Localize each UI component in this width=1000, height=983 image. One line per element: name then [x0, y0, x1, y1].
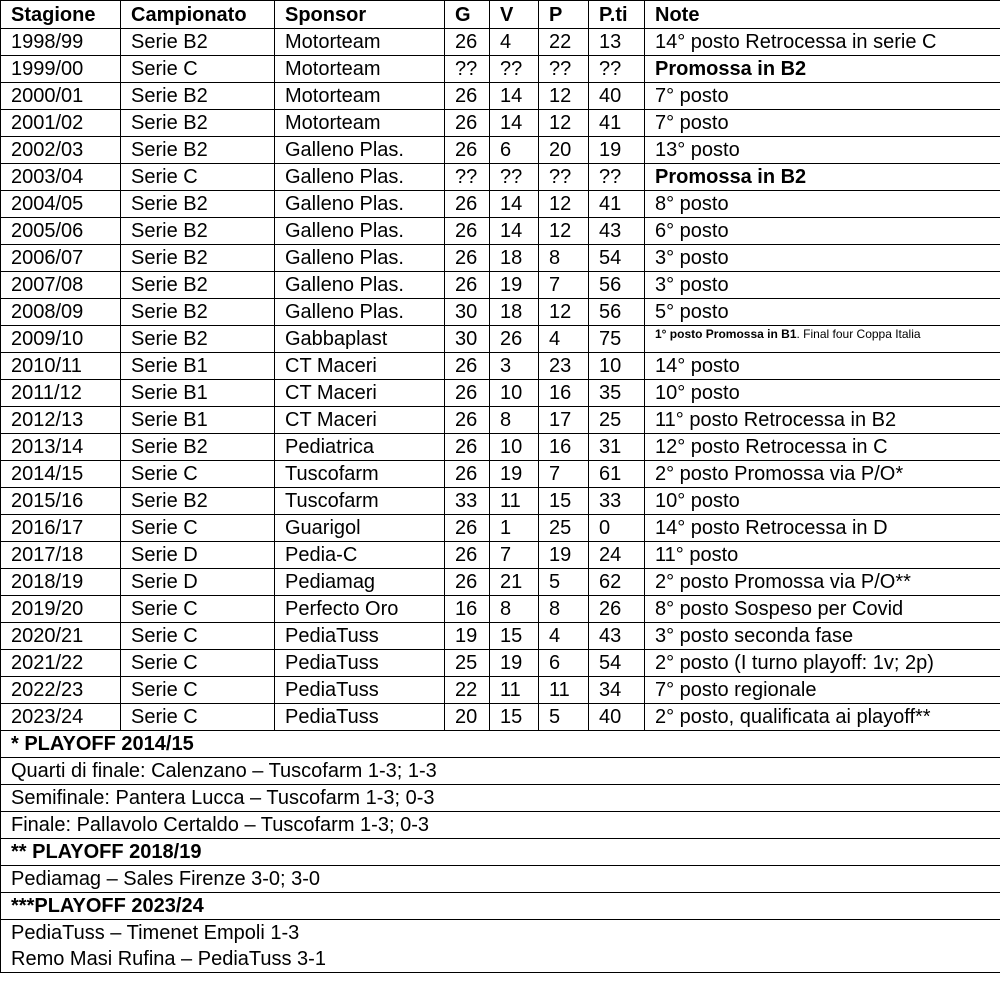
playoff-result: Quarti di finale: Calenzano – Tuscofarm 1-3; 1-3 [1, 758, 1000, 785]
header-note: Note [645, 1, 1000, 29]
league-cell: Serie C [121, 650, 275, 677]
games-cell: ?? [445, 56, 490, 83]
season-cell: 2015/16 [1, 488, 121, 515]
wins-cell: 18 [490, 299, 539, 326]
games-cell: 22 [445, 677, 490, 704]
wins-cell: 11 [490, 488, 539, 515]
league-cell: Serie C [121, 623, 275, 650]
season-cell: 2023/24 [1, 704, 121, 731]
header-sponsor: Sponsor [275, 1, 445, 29]
note-cell: 2° posto (I turno playoff: 1v; 2p) [645, 650, 1000, 677]
wins-cell: 7 [490, 542, 539, 569]
losses-cell: 16 [539, 380, 589, 407]
league-cell: Serie C [121, 704, 275, 731]
points-cell: 25 [589, 407, 645, 434]
table-row [1, 110, 1000, 137]
league-cell: Serie B2 [121, 272, 275, 299]
playoff-line-row [1, 785, 1000, 812]
note-cell: 6° posto [645, 218, 1000, 245]
games-cell: 26 [445, 380, 490, 407]
games-cell: 25 [445, 650, 490, 677]
league-cell: Serie D [121, 569, 275, 596]
note-cell: 10° posto [645, 380, 1000, 407]
wins-cell: 19 [490, 650, 539, 677]
table-row [1, 515, 1000, 542]
games-cell: 26 [445, 137, 490, 164]
league-cell: Serie C [121, 596, 275, 623]
losses-cell: 8 [539, 596, 589, 623]
table-row [1, 191, 1000, 218]
table-row [1, 272, 1000, 299]
season-cell: 2021/22 [1, 650, 121, 677]
table-row [1, 704, 1000, 731]
note-cell: 8° posto [645, 191, 1000, 218]
points-cell: 43 [589, 623, 645, 650]
wins-cell: 19 [490, 272, 539, 299]
losses-cell: 25 [539, 515, 589, 542]
points-cell: 19 [589, 137, 645, 164]
league-cell: Serie B2 [121, 83, 275, 110]
playoff-title-row [1, 839, 1000, 866]
note-cell: 12° posto Retrocessa in C [645, 434, 1000, 461]
games-cell: 20 [445, 704, 490, 731]
points-cell: 54 [589, 650, 645, 677]
points-cell: 56 [589, 272, 645, 299]
playoff-title: ***PLAYOFF 2023/24 [1, 893, 1000, 920]
note-cell: Promossa in B2 [645, 164, 1000, 191]
games-cell: 26 [445, 569, 490, 596]
wins-cell: 14 [490, 191, 539, 218]
sponsor-cell: CT Maceri [275, 407, 445, 434]
games-cell: 19 [445, 623, 490, 650]
points-cell: ?? [589, 56, 645, 83]
season-cell: 2000/01 [1, 83, 121, 110]
points-cell: ?? [589, 164, 645, 191]
wins-cell: 14 [490, 110, 539, 137]
sponsor-cell: Tuscofarm [275, 488, 445, 515]
losses-cell: 12 [539, 299, 589, 326]
table-row [1, 56, 1000, 83]
sponsor-cell: Guarigol [275, 515, 445, 542]
losses-cell: ?? [539, 56, 589, 83]
wins-cell: 14 [490, 83, 539, 110]
season-cell: 1999/00 [1, 56, 121, 83]
losses-cell: 11 [539, 677, 589, 704]
table-row [1, 83, 1000, 110]
season-rows [1, 29, 1000, 731]
league-cell: Serie B2 [121, 488, 275, 515]
note-cell: 2° posto Promossa via P/O** [645, 569, 1000, 596]
note-cell: 13° posto [645, 137, 1000, 164]
note-cell: 7° posto regionale [645, 677, 1000, 704]
season-cell: 2006/07 [1, 245, 121, 272]
sponsor-cell: Galleno Plas. [275, 218, 445, 245]
table-row [1, 542, 1000, 569]
sponsor-cell: CT Maceri [275, 353, 445, 380]
table-row [1, 164, 1000, 191]
wins-cell: 4 [490, 29, 539, 56]
losses-cell: 20 [539, 137, 589, 164]
season-cell: 2008/09 [1, 299, 121, 326]
sponsor-cell: Galleno Plas. [275, 245, 445, 272]
points-cell: 41 [589, 191, 645, 218]
games-cell: ?? [445, 164, 490, 191]
sponsor-cell: Motorteam [275, 56, 445, 83]
table-row [1, 353, 1000, 380]
sponsor-cell: Pedia-C [275, 542, 445, 569]
points-cell: 24 [589, 542, 645, 569]
table-row [1, 650, 1000, 677]
sponsor-cell: PediaTuss [275, 650, 445, 677]
season-cell: 2009/10 [1, 326, 121, 353]
header-campionato: Campionato [121, 1, 275, 29]
league-cell: Serie B2 [121, 110, 275, 137]
games-cell: 26 [445, 29, 490, 56]
wins-cell: 15 [490, 704, 539, 731]
games-cell: 30 [445, 326, 490, 353]
season-cell: 2002/03 [1, 137, 121, 164]
season-cell: 2020/21 [1, 623, 121, 650]
league-cell: Serie B2 [121, 434, 275, 461]
note-cell: 3° posto [645, 245, 1000, 272]
note-cell: 3° posto seconda fase [645, 623, 1000, 650]
header-v: V [490, 1, 539, 29]
wins-cell: 14 [490, 218, 539, 245]
table-row [1, 29, 1000, 56]
losses-cell: 4 [539, 623, 589, 650]
league-cell: Serie C [121, 461, 275, 488]
league-cell: Serie D [121, 542, 275, 569]
note-cell: 14° posto Retrocessa in serie C [645, 29, 1000, 56]
points-cell: 10 [589, 353, 645, 380]
losses-cell: 12 [539, 191, 589, 218]
note-cell: 3° posto [645, 272, 1000, 299]
sponsor-cell: Galleno Plas. [275, 164, 445, 191]
table-row [1, 461, 1000, 488]
season-cell: 2018/19 [1, 569, 121, 596]
wins-cell: 19 [490, 461, 539, 488]
table-row [1, 569, 1000, 596]
games-cell: 26 [445, 515, 490, 542]
note-cell: 2° posto, qualificata ai playoff** [645, 704, 1000, 731]
note-cell: 10° posto [645, 488, 1000, 515]
wins-cell: 11 [490, 677, 539, 704]
playoff-notes [1, 731, 1000, 973]
losses-cell: 5 [539, 569, 589, 596]
points-cell: 56 [589, 299, 645, 326]
header-g: G [445, 1, 490, 29]
sponsor-cell: Motorteam [275, 110, 445, 137]
games-cell: 26 [445, 191, 490, 218]
points-cell: 40 [589, 83, 645, 110]
points-cell: 33 [589, 488, 645, 515]
note-cell: 11° posto Retrocessa in B2 [645, 407, 1000, 434]
playoff-title-row [1, 893, 1000, 920]
header-p: P [539, 1, 589, 29]
sponsor-cell: Galleno Plas. [275, 137, 445, 164]
sponsor-cell: Gabbaplast [275, 326, 445, 353]
losses-cell: 7 [539, 272, 589, 299]
points-cell: 62 [589, 569, 645, 596]
wins-cell: 8 [490, 596, 539, 623]
wins-cell: 10 [490, 380, 539, 407]
league-cell: Serie B2 [121, 299, 275, 326]
header-row [1, 1, 1000, 29]
playoff-line-row [1, 866, 1000, 893]
league-cell: Serie C [121, 56, 275, 83]
note-cell: 7° posto [645, 83, 1000, 110]
league-cell: Serie B2 [121, 191, 275, 218]
playoff-result: PediaTuss – Timenet Empoli 1-3 [11, 922, 300, 944]
games-cell: 16 [445, 596, 490, 623]
league-cell: Serie B2 [121, 137, 275, 164]
points-cell: 43 [589, 218, 645, 245]
points-cell: 0 [589, 515, 645, 542]
playoff-result: Remo Masi Rufina – PediaTuss 3-1 [11, 948, 326, 970]
points-cell: 35 [589, 380, 645, 407]
header-stagione: Stagione [1, 1, 121, 29]
header-pti: P.ti [589, 1, 645, 29]
playoff-title-row [1, 731, 1000, 758]
sponsor-cell: Galleno Plas. [275, 299, 445, 326]
note-cell: 14° posto [645, 353, 1000, 380]
points-cell: 40 [589, 704, 645, 731]
playoff-result: Finale: Pallavolo Certaldo – Tuscofarm 1-3; 0-3 [1, 812, 1000, 839]
games-cell: 26 [445, 542, 490, 569]
table-row [1, 380, 1000, 407]
losses-cell: 22 [539, 29, 589, 56]
wins-cell: ?? [490, 56, 539, 83]
losses-cell: 12 [539, 110, 589, 137]
season-cell: 2019/20 [1, 596, 121, 623]
losses-cell: 7 [539, 461, 589, 488]
losses-cell: 5 [539, 704, 589, 731]
note-cell: 2° posto Promossa via P/O* [645, 461, 1000, 488]
table-row [1, 218, 1000, 245]
sponsor-cell: Galleno Plas. [275, 272, 445, 299]
league-cell: Serie C [121, 515, 275, 542]
season-cell: 2022/23 [1, 677, 121, 704]
games-cell: 26 [445, 110, 490, 137]
games-cell: 26 [445, 272, 490, 299]
league-cell: Serie C [121, 677, 275, 704]
losses-cell: 23 [539, 353, 589, 380]
points-cell: 34 [589, 677, 645, 704]
sponsor-cell: PediaTuss [275, 677, 445, 704]
games-cell: 30 [445, 299, 490, 326]
league-cell: Serie B1 [121, 353, 275, 380]
playoff-line-row [1, 812, 1000, 839]
season-cell: 2013/14 [1, 434, 121, 461]
league-cell: Serie B1 [121, 407, 275, 434]
note-cell: 14° posto Retrocessa in D [645, 515, 1000, 542]
losses-cell: 8 [539, 245, 589, 272]
points-cell: 41 [589, 110, 645, 137]
note-cell: 5° posto [645, 299, 1000, 326]
table-row [1, 623, 1000, 650]
losses-cell: 6 [539, 650, 589, 677]
points-cell: 54 [589, 245, 645, 272]
table-row [1, 137, 1000, 164]
table-row [1, 677, 1000, 704]
losses-cell: 16 [539, 434, 589, 461]
sponsor-cell: Pediamag [275, 569, 445, 596]
wins-cell: 1 [490, 515, 539, 542]
note-bold-text: 1° posto Promossa in B1 [655, 327, 797, 341]
losses-cell: 12 [539, 218, 589, 245]
table-row [1, 245, 1000, 272]
points-cell: 13 [589, 29, 645, 56]
season-cell: 2003/04 [1, 164, 121, 191]
table-row [1, 434, 1000, 461]
playoff-line-row [1, 758, 1000, 785]
table-row [1, 326, 1000, 353]
points-cell: 31 [589, 434, 645, 461]
season-cell: 2001/02 [1, 110, 121, 137]
games-cell: 33 [445, 488, 490, 515]
games-cell: 26 [445, 353, 490, 380]
losses-cell: 12 [539, 83, 589, 110]
games-cell: 26 [445, 461, 490, 488]
points-cell: 26 [589, 596, 645, 623]
games-cell: 26 [445, 407, 490, 434]
losses-cell: 4 [539, 326, 589, 353]
league-cell: Serie B2 [121, 326, 275, 353]
games-cell: 26 [445, 218, 490, 245]
sponsor-cell: Pediatrica [275, 434, 445, 461]
note-cell: Promossa in B2 [645, 56, 1000, 83]
league-cell: Serie B2 [121, 218, 275, 245]
wins-cell: 21 [490, 569, 539, 596]
season-cell: 2010/11 [1, 353, 121, 380]
league-cell: Serie B2 [121, 29, 275, 56]
playoff-multiline-row [1, 920, 1000, 973]
note-cell: 7° posto [645, 110, 1000, 137]
note-cell: 11° posto [645, 542, 1000, 569]
note-rest-text: . Final four Coppa Italia [796, 327, 921, 341]
sponsor-cell: CT Maceri [275, 380, 445, 407]
wins-cell: 15 [490, 623, 539, 650]
season-cell: 2004/05 [1, 191, 121, 218]
wins-cell: 6 [490, 137, 539, 164]
losses-cell: 15 [539, 488, 589, 515]
note-cell: 8° posto Sospeso per Covid [645, 596, 1000, 623]
season-cell: 2012/13 [1, 407, 121, 434]
season-cell: 2016/17 [1, 515, 121, 542]
season-cell: 2007/08 [1, 272, 121, 299]
season-cell: 2005/06 [1, 218, 121, 245]
table-row [1, 407, 1000, 434]
wins-cell: 3 [490, 353, 539, 380]
playoff-result-group [1, 920, 1000, 973]
season-cell: 2014/15 [1, 461, 121, 488]
sponsor-cell: Perfecto Oro [275, 596, 445, 623]
losses-cell: 19 [539, 542, 589, 569]
sponsor-cell: Tuscofarm [275, 461, 445, 488]
sponsor-cell: Motorteam [275, 29, 445, 56]
table-row [1, 488, 1000, 515]
losses-cell: 17 [539, 407, 589, 434]
playoff-result: Semifinale: Pantera Lucca – Tuscofarm 1-3; 0-3 [1, 785, 1000, 812]
wins-cell: 10 [490, 434, 539, 461]
points-cell: 75 [589, 326, 645, 353]
season-cell: 2011/12 [1, 380, 121, 407]
sponsor-cell: PediaTuss [275, 623, 445, 650]
wins-cell: ?? [490, 164, 539, 191]
playoff-title: ** PLAYOFF 2018/19 [1, 839, 1000, 866]
note-cell [645, 326, 1000, 353]
games-cell: 26 [445, 83, 490, 110]
points-cell: 61 [589, 461, 645, 488]
playoff-result: Pediamag – Sales Firenze 3-0; 3-0 [1, 866, 1000, 893]
wins-cell: 8 [490, 407, 539, 434]
league-cell: Serie C [121, 164, 275, 191]
sponsor-cell: PediaTuss [275, 704, 445, 731]
league-cell: Serie B1 [121, 380, 275, 407]
wins-cell: 26 [490, 326, 539, 353]
games-cell: 26 [445, 434, 490, 461]
season-cell: 1998/99 [1, 29, 121, 56]
sponsor-cell: Galleno Plas. [275, 191, 445, 218]
games-cell: 26 [445, 245, 490, 272]
season-cell: 2017/18 [1, 542, 121, 569]
losses-cell: ?? [539, 164, 589, 191]
table-row [1, 299, 1000, 326]
sponsor-cell: Motorteam [275, 83, 445, 110]
wins-cell: 18 [490, 245, 539, 272]
league-cell: Serie B2 [121, 245, 275, 272]
playoff-title: * PLAYOFF 2014/15 [1, 731, 1000, 758]
table-row [1, 596, 1000, 623]
